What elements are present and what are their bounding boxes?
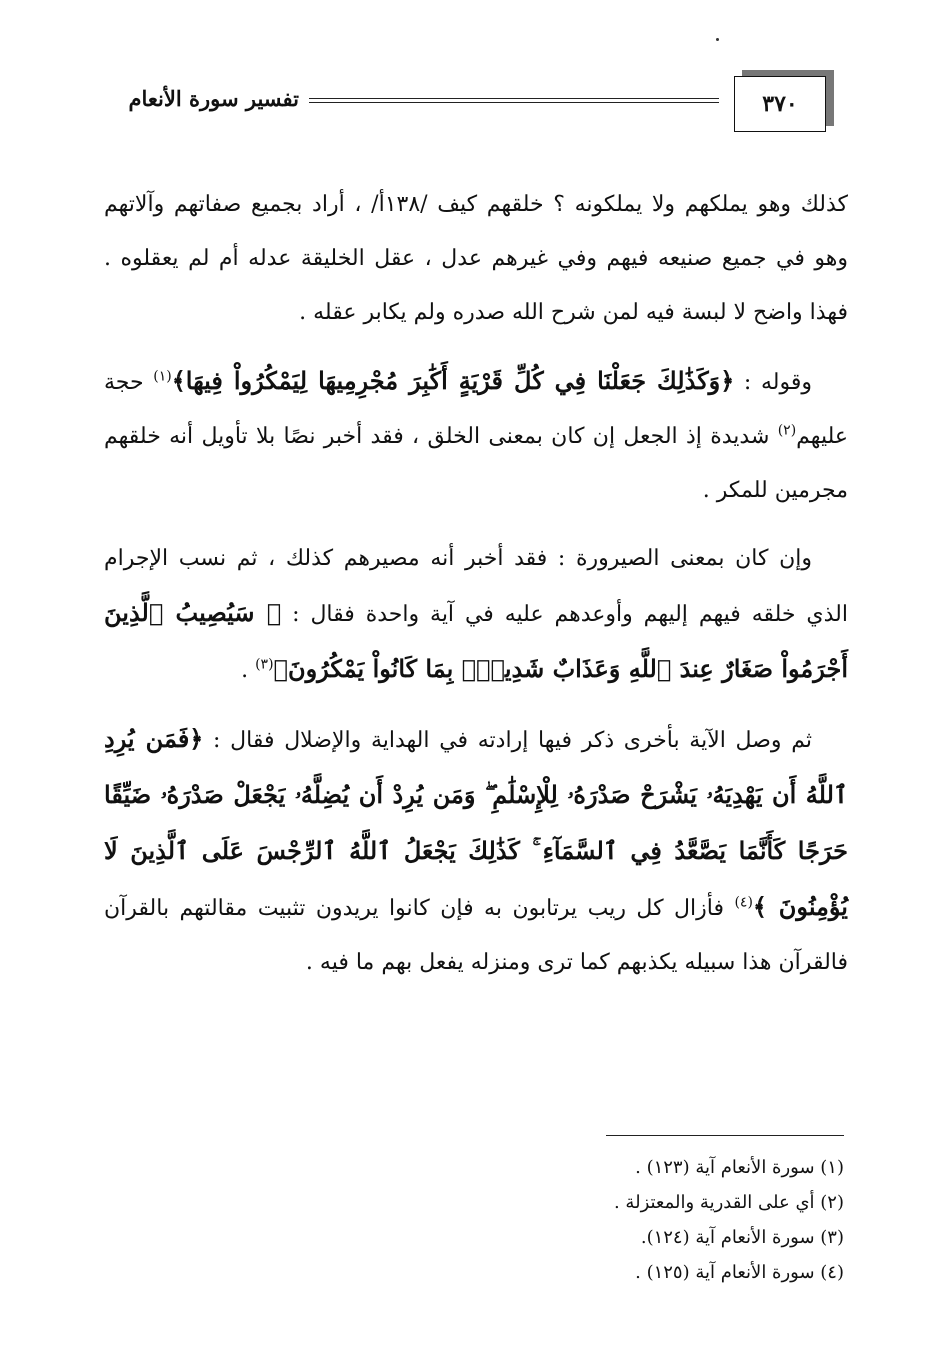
- footnote-reference: (١): [153, 368, 172, 385]
- paragraph-1: [104, 178, 848, 340]
- print-speck: [716, 38, 719, 41]
- paragraph-4: [104, 712, 848, 990]
- footnote-separator: [606, 1135, 844, 1136]
- footnote-4: (٤) سورة الأنعام آية (١٢٥) .: [635, 1262, 844, 1283]
- footnote-reference: (٣): [255, 656, 274, 673]
- quran-verse: ﴿فَمَن يُرِدِ ٱللَّهُ أَن يَهْدِيَهُۥ يَشْرَحْ صَدْرَهُۥ لِلْإِسْلَٰمِ ۖ وَمَن يُرِدْ أَن يُضِلَّهُۥ يَجْعَلْ صَدْرَهُۥ ضَيِّقًا حَرَجًا كَأَنَّمَا يَصَّعَّدُ فِي ٱلسَّمَآءِ ۚ كَذَٰلِكَ يَجْعَلُ ٱللَّهُ ٱلرِّجْسَ عَلَى ٱلَّذِينَ لَا يُؤْمِنُونَ ﴾: [104, 724, 848, 921]
- footnotes: [104, 1150, 844, 1290]
- text-run: شديدة إذ الجعل إن كان بمعنى الخلق ، فقد أخبر نصًا بلا تأويل أنه خلقهم مجرمين للمكر .: [104, 424, 848, 503]
- text-run: وإن كان بمعنى الصيرورة : فقد أخبر أنه مصيرهم كذلك ، ثم نسب الإجرام الذي خلقه فيهم إليهم وأوعدهم عليه في آية واحدة فقال :: [104, 546, 848, 627]
- footnote-1: (١) سورة الأنعام آية (١٢٣) .: [635, 1157, 844, 1178]
- footnote-2: (٢) أي على القدرية والمعتزلة .: [613, 1192, 844, 1213]
- quran-verse: ﴿وَكَذَٰلِكَ جَعَلْنَا فِي كُلِّ قَرْيَةٍ أَكَٰبِرَ مُجْرِمِيهَا لِيَمْكُرُواْ فِيهَا﴾: [171, 366, 735, 395]
- running-header: [104, 68, 840, 132]
- text-run: حجة عليهم: [104, 370, 848, 449]
- text-run: وقوله :: [734, 370, 812, 395]
- footnote-reference: (٤): [734, 894, 753, 911]
- running-title: تفسير سورة الأنعام: [128, 86, 299, 111]
- quran-verse: ﴿ سَيُصِيبُ ٱلَّذِينَ أَجْرَمُواْ صَغَارٌ عِندَ ٱللَّهِ وَعَذَابٌ شَدِيدٌۢ بِمَا كَانُواْ يَمْكُرُونَ﴾: [104, 598, 848, 683]
- text-run: ثم وصل الآية بأخرى ذكر فيها إرادته في الهداية والإضلال فقال :: [203, 728, 812, 753]
- main-text: [104, 178, 848, 1004]
- text-run: .: [241, 658, 256, 683]
- page-number: ٣٧٠: [734, 76, 826, 132]
- paragraph-3: [104, 532, 848, 698]
- paragraph-2: [104, 354, 848, 518]
- footnote-3: (٣) سورة الأنعام آية (١٢٤).: [640, 1227, 844, 1248]
- footnote-reference: (٢): [777, 422, 797, 439]
- header-rule: [309, 98, 719, 103]
- text-run: كذلك وهو يملكهم ولا يملكونه ؟ خلقهم كيف /١٣٨أ/ ، أراد بجميع صفاتهم وآلاتهم وهو في جميع صنيعه فيهم وفي غيرهم عدل ، عقل الخليقة عدله أم لم يعقلوه . فهذا واضح لا لبسة فيه لمن شرح الله صدره ولم يكابر عقله .: [104, 192, 849, 325]
- text-run: فأزال كل ريب يرتابون به فإن كانوا يريدون تثبيت مقالتهم بالقرآن فالقرآن هذا سبيله يكذبهم كما ترى ومنزله يفعل بهم ما فيه .: [104, 896, 848, 975]
